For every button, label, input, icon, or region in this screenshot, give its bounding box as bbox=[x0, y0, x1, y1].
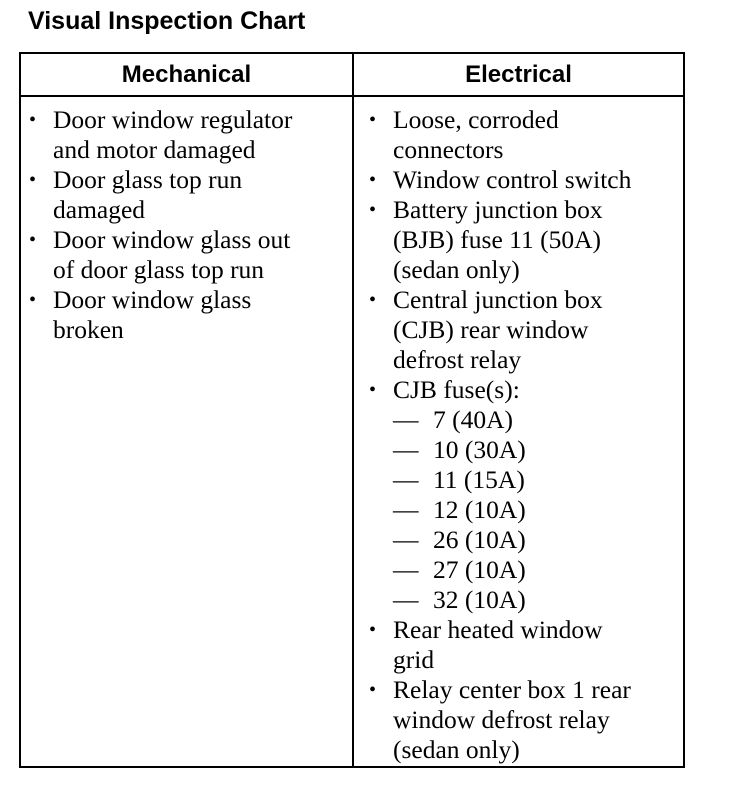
inspection-table bbox=[19, 52, 685, 768]
bullet-icon: • bbox=[369, 379, 377, 401]
fuse-item bbox=[393, 405, 679, 435]
fuse-item bbox=[393, 495, 679, 525]
item-line: Door window regulator bbox=[53, 105, 293, 134]
bullet-icon: • bbox=[29, 229, 37, 251]
bullet-icon: • bbox=[29, 169, 37, 191]
mechanical-item bbox=[29, 105, 347, 165]
dash-mark: — bbox=[393, 585, 419, 614]
dash-mark: — bbox=[393, 525, 419, 554]
item-line: Door window glass out bbox=[53, 225, 291, 254]
fuse-value: 27 (10A) bbox=[433, 555, 526, 584]
item-line: (CJB) rear window bbox=[393, 315, 589, 344]
electrical-list bbox=[369, 105, 679, 765]
item-line: (sedan only) bbox=[393, 255, 520, 284]
electrical-item-cjb-fuses bbox=[369, 375, 679, 615]
fuse-list bbox=[393, 405, 679, 615]
item-line: of door glass top run bbox=[53, 255, 265, 284]
chart-title: Visual Inspection Chart bbox=[28, 7, 306, 35]
bullet-icon: • bbox=[369, 199, 377, 221]
header-divider bbox=[21, 95, 683, 97]
electrical-item bbox=[369, 615, 679, 675]
mechanical-column bbox=[29, 105, 347, 345]
bullet-icon: • bbox=[29, 109, 37, 131]
item-line: window defrost relay bbox=[393, 705, 610, 734]
electrical-item bbox=[369, 195, 679, 285]
fuse-value: 12 (10A) bbox=[433, 495, 526, 524]
item-line: Battery junction box bbox=[393, 195, 603, 224]
item-line: grid bbox=[393, 645, 435, 674]
dash-mark: — bbox=[393, 405, 419, 434]
electrical-item bbox=[369, 165, 679, 195]
electrical-item bbox=[369, 675, 679, 765]
dash-mark: — bbox=[393, 435, 419, 464]
fuse-item bbox=[393, 435, 679, 465]
bullet-icon: • bbox=[369, 619, 377, 641]
fuse-item bbox=[393, 555, 679, 585]
electrical-header: Electrical bbox=[465, 61, 572, 88]
item-line: damaged bbox=[53, 195, 146, 224]
fuse-value: 32 (10A) bbox=[433, 585, 526, 614]
fuse-value: 11 (15A) bbox=[433, 465, 525, 494]
electrical-column bbox=[369, 105, 679, 765]
item-line: connectors bbox=[393, 135, 504, 164]
bullet-icon: • bbox=[369, 109, 377, 131]
bullet-icon: • bbox=[369, 169, 377, 191]
item-line: Door glass top run bbox=[53, 165, 243, 194]
fuse-item bbox=[393, 465, 679, 495]
item-line: Door window glass bbox=[53, 285, 252, 314]
mechanical-item bbox=[29, 165, 347, 225]
dash-mark: — bbox=[393, 465, 419, 494]
item-line: Rear heated window bbox=[393, 615, 603, 644]
fuse-value: 10 (30A) bbox=[433, 435, 526, 464]
item-line: defrost relay bbox=[393, 345, 522, 374]
item-line: (BJB) fuse 11 (50A) bbox=[393, 225, 601, 254]
electrical-item bbox=[369, 285, 679, 375]
item-line: CJB fuse(s): bbox=[393, 375, 520, 404]
fuse-value: 26 (10A) bbox=[433, 525, 526, 554]
bullet-icon: • bbox=[369, 289, 377, 311]
fuse-value: 7 (40A) bbox=[433, 405, 514, 434]
mechanical-header: Mechanical bbox=[121, 61, 252, 88]
mechanical-item bbox=[29, 285, 347, 345]
mechanical-list bbox=[29, 105, 347, 345]
electrical-item bbox=[369, 105, 679, 165]
item-line: (sedan only) bbox=[393, 735, 520, 764]
column-divider bbox=[352, 54, 354, 766]
item-line: Relay center box 1 rear bbox=[393, 675, 631, 704]
item-line: Window control switch bbox=[393, 165, 632, 194]
bullet-icon: • bbox=[369, 679, 377, 701]
item-line: Central junction box bbox=[393, 285, 603, 314]
item-line: broken bbox=[53, 315, 124, 344]
bullet-icon: • bbox=[29, 289, 37, 311]
item-line: and motor damaged bbox=[53, 135, 256, 164]
dash-mark: — bbox=[393, 555, 419, 584]
fuse-item bbox=[393, 525, 679, 555]
mechanical-item bbox=[29, 225, 347, 285]
dash-mark: — bbox=[393, 495, 419, 524]
item-line: Loose, corroded bbox=[393, 105, 559, 134]
fuse-item bbox=[393, 585, 679, 615]
